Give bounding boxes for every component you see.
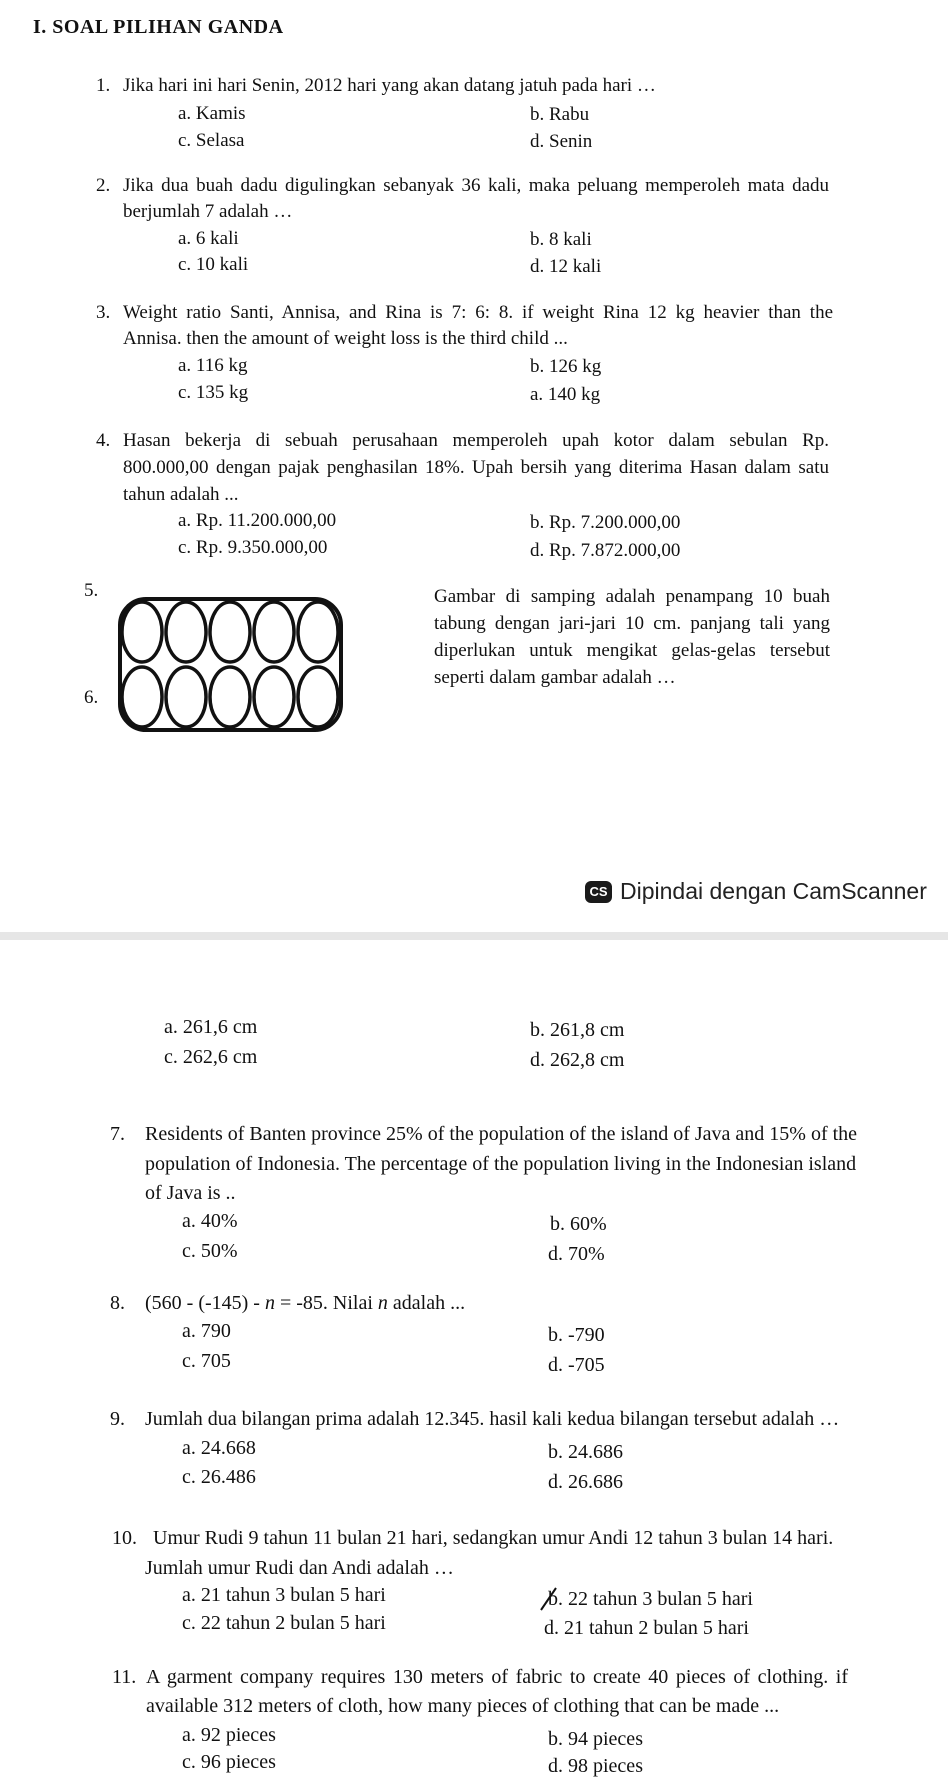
q3-option-c: c. 135 kg: [178, 382, 249, 403]
q2-option-c: c. 10 kali: [178, 254, 249, 275]
q7-option-a: a. 40%: [182, 1210, 238, 1232]
q3-option-b: b. 126 kg: [530, 356, 602, 377]
q8-option-b: b. -790: [548, 1324, 605, 1346]
q8-number: 8.: [110, 1292, 125, 1314]
q3-option-a: a. 116 kg: [178, 355, 248, 376]
q8-expr-part1: (560 - (-145) -: [145, 1292, 265, 1314]
q6-option-d: d. 262,8 cm: [530, 1049, 625, 1071]
q10-option-a: a. 21 tahun 3 bulan 5 hari: [182, 1584, 386, 1606]
q7-line1: Residents of Banten province 25% of the population of the island of Java and 15% of the: [145, 1123, 858, 1145]
q1-text: Jika hari ini hari Senin, 2012 hari yang akan datang jatuh pada hari …: [123, 75, 656, 96]
q5-line2: tabung dengan jari-jari 10 cm. panjang tali yang: [434, 613, 830, 634]
q3-number: 3.: [96, 302, 111, 323]
q10-option-b: b. 22 tahun 3 bulan 5 hari: [548, 1588, 753, 1610]
q10-number: 10.: [112, 1527, 137, 1549]
q8-option-c: c. 705: [182, 1350, 231, 1372]
q10-line1: Umur Rudi 9 tahun 11 bulan 21 hari, sedangkan umur Andi 12 tahun 3 bulan 14 hari.: [153, 1527, 834, 1549]
q3-option-d: a. 140 kg: [530, 384, 601, 405]
q8-expr-part3: adalah ...: [387, 1292, 466, 1314]
q4-option-a: a. Rp. 11.200.000,00: [178, 510, 337, 531]
q5-line3: diperlukan untuk mengikat gelas-gelas tersebut: [434, 640, 830, 661]
camscanner-text: Dipindai dengan CamScanner: [620, 878, 927, 904]
q5-number: 5.: [84, 580, 99, 601]
tube-circle: [166, 667, 206, 727]
camscanner-watermark: [585, 878, 927, 905]
q11-option-c: c. 96 pieces: [182, 1751, 276, 1773]
q4-line1: Hasan bekerja di sebuah perusahaan memperoleh upah kotor dalam sebulan Rp.: [123, 430, 829, 451]
q7-option-d: d. 70%: [548, 1243, 605, 1265]
q4-option-c: c. Rp. 9.350.000,00: [178, 537, 328, 558]
q1-option-b: b. Rabu: [530, 104, 590, 125]
q10-line2: Jumlah umur Rudi dan Andi adalah …: [145, 1557, 454, 1579]
q2-option-a: a. 6 kali: [178, 228, 239, 249]
tube-circle: [122, 667, 162, 727]
tube-circle: [254, 602, 294, 662]
q2-line1: Jika dua buah dadu digulingkan sebanyak 36 kali, maka peluang memperoleh mata dadu: [123, 175, 829, 196]
tube-circle: [122, 602, 162, 662]
q9-text: Jumlah dua bilangan prima adalah 12.345. hasil kali kedua bilangan tersebut adalah …: [145, 1408, 840, 1430]
q10-option-c: c. 22 tahun 2 bulan 5 hari: [182, 1612, 386, 1634]
tube-circle: [210, 602, 250, 662]
answer-checkmark-icon: [538, 1586, 558, 1612]
q8-option-d: d. -705: [548, 1354, 605, 1376]
q9-number: 9.: [110, 1408, 125, 1430]
q8-variable-n2: n: [377, 1292, 388, 1314]
q6-option-a: a. 261,6 cm: [164, 1016, 258, 1038]
q3-line2: Annisa. then the amount of weight loss is the third child ...: [123, 328, 568, 349]
q2-option-b: b. 8 kali: [530, 229, 592, 250]
q2-line2: berjumlah 7 adalah …: [123, 201, 293, 222]
tubes-cross-section-figure: [118, 597, 343, 736]
q5-line4: seperti dalam gambar adalah …: [434, 667, 676, 688]
q6-option-b: b. 261,8 cm: [530, 1019, 625, 1041]
q7-option-c: c. 50%: [182, 1240, 238, 1262]
q1-number: 1.: [96, 75, 111, 96]
tube-circle: [210, 667, 250, 727]
section-title: I. SOAL PILIHAN GANDA: [33, 16, 284, 38]
q7-line3: of Java is ..: [145, 1182, 236, 1204]
q9-option-c: c. 26.486: [182, 1466, 256, 1488]
q4-line3: tahun adalah ...: [123, 484, 239, 505]
q7-line2: population of Indonesia. The percentage of the population living in the Indonesian island: [145, 1153, 857, 1175]
q5-line1: Gambar di samping adalah penampang 10 buah: [434, 586, 830, 607]
q1-option-d: d. Senin: [530, 131, 593, 152]
q6-number: 6.: [84, 687, 99, 708]
tube-circle: [298, 602, 338, 662]
q4-option-b: b. Rp. 7.200.000,00: [530, 512, 681, 533]
q11-option-b: b. 94 pieces: [548, 1728, 643, 1750]
tubes-figure-svg: [118, 597, 343, 732]
q11-line1: A garment company requires 130 meters of fabric to create 40 pieces of clothing. if: [146, 1666, 848, 1688]
q2-number: 2.: [96, 175, 111, 196]
q11-number: 11.: [112, 1666, 137, 1688]
q11-option-a: a. 92 pieces: [182, 1724, 276, 1746]
q7-option-b: b. 60%: [550, 1213, 607, 1235]
q6-option-c: c. 262,6 cm: [164, 1046, 258, 1068]
q8-expr-part2: = -85. Nilai: [274, 1292, 378, 1314]
q8-text: [145, 1292, 465, 1315]
q1-option-c: c. Selasa: [178, 130, 245, 151]
q3-line1: Weight ratio Santi, Annisa, and Rina is 7: 6: 8. if weight Rina 12 kg heavier than the: [123, 302, 833, 323]
q9-option-b: b. 24.686: [548, 1441, 623, 1463]
q1-option-a: a. Kamis: [178, 103, 246, 124]
tube-circle: [298, 667, 338, 727]
q4-option-d: d. Rp. 7.872.000,00: [530, 540, 681, 561]
q8-option-a: a. 790: [182, 1320, 231, 1342]
q11-option-d: d. 98 pieces: [548, 1755, 643, 1777]
q9-option-d: d. 26.686: [548, 1471, 623, 1493]
page-divider: [0, 932, 948, 940]
q8-variable-n: n: [264, 1292, 275, 1314]
tube-circle: [254, 667, 294, 727]
tube-circle: [166, 602, 206, 662]
rope-outline: [120, 599, 341, 730]
q4-line2: 800.000,00 dengan pajak penghasilan 18%. Upah bersih yang diterima Hasan dalam satu: [123, 457, 829, 478]
q7-number: 7.: [110, 1123, 125, 1145]
q11-line2: available 312 meters of cloth, how many pieces of clothing that can be made ...: [146, 1695, 780, 1717]
q4-number: 4.: [96, 430, 111, 451]
q9-option-a: a. 24.668: [182, 1437, 256, 1459]
q10-option-d: d. 21 tahun 2 bulan 5 hari: [544, 1617, 749, 1639]
camscanner-logo-icon: CS: [585, 881, 612, 903]
q2-option-d: d. 12 kali: [530, 256, 602, 277]
